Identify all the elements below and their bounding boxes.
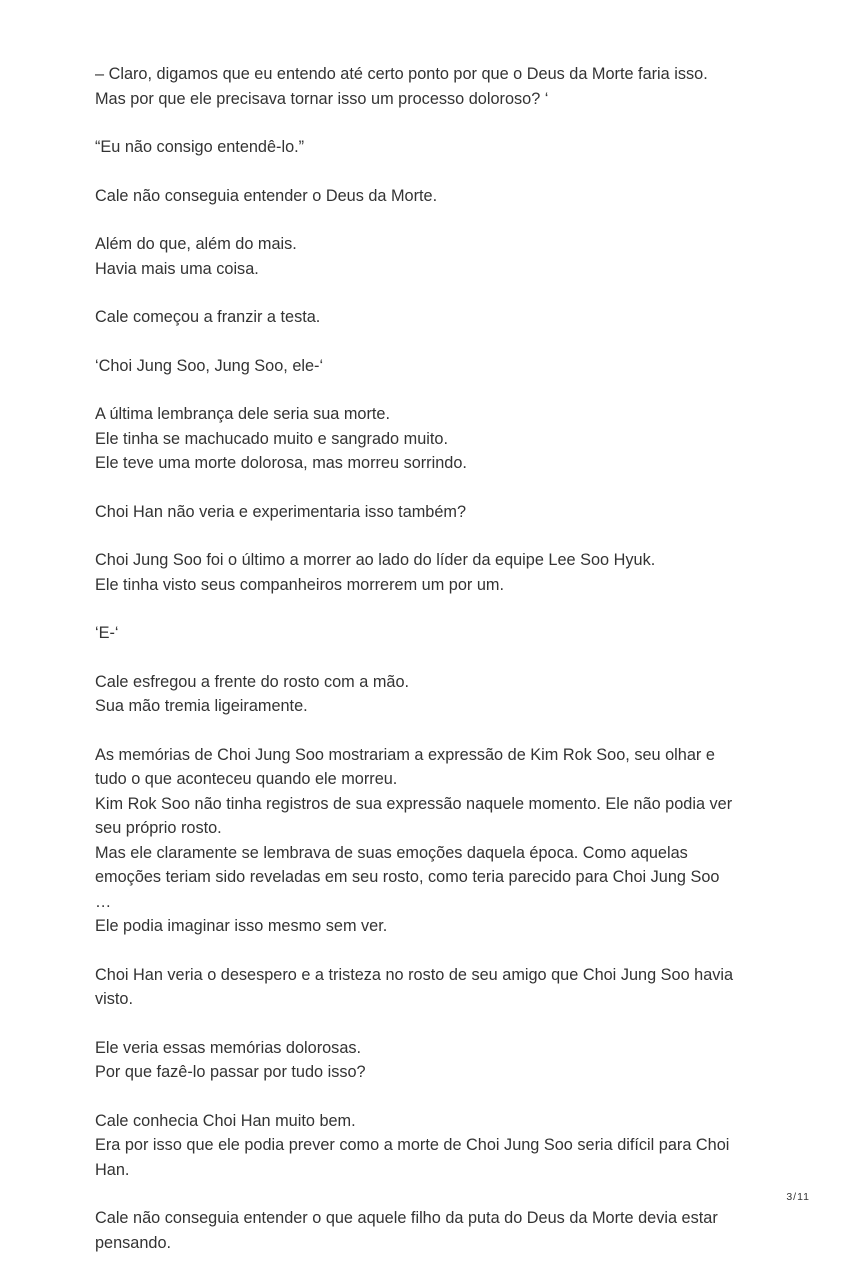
text-line: As memórias de Choi Jung Soo mostrariam a expressão de Kim Rok Soo, seu olhar e <box>95 745 715 764</box>
text-line: Ele podia imaginar isso mesmo sem ver. <box>95 917 388 935</box>
text-line: seu próprio rosto. <box>95 819 222 837</box>
paragraph <box>95 354 787 379</box>
paragraph <box>95 135 787 160</box>
text-line: – Claro, digamos que eu entendo até certo ponto por que o Deus da Morte faria isso. <box>95 65 708 83</box>
text-line: Cale conhecia Choi Han muito bem. <box>95 1111 356 1130</box>
text-line: Choi Jung Soo foi o último a morrer ao lado do líder da equipe Lee Soo Hyuk. <box>95 551 656 569</box>
text-line: visto. <box>95 990 134 1008</box>
text-line: Havia mais uma coisa. <box>95 259 259 278</box>
paragraph <box>95 963 787 1012</box>
text-line: pensando. <box>95 1233 172 1252</box>
text-line: Além do que, além do mais. <box>95 235 297 253</box>
text-line: Por que fazê-lo passar por tudo isso? <box>95 1063 366 1081</box>
text-line: Choi Han não veria e experimentaria isso também? <box>95 502 467 521</box>
text-line: Ele tinha visto seus companheiros morrerem um por um. <box>95 575 505 594</box>
paragraph <box>95 305 787 330</box>
paragraph <box>95 1036 787 1085</box>
text-line: ‘Choi Jung Soo, Jung Soo, ele-‘ <box>95 356 324 375</box>
text-line: Mas ele claramente se lembrava de suas emoções daquela época. Como aquelas <box>95 843 688 862</box>
paragraph <box>95 670 787 719</box>
paragraph <box>95 500 787 525</box>
paragraph <box>95 62 787 111</box>
text-line: Kim Rok Soo não tinha registros de sua expressão naquele momento. Ele não podia ver <box>95 794 733 813</box>
paragraph <box>95 548 787 597</box>
paragraph <box>95 621 787 646</box>
paragraph <box>95 743 787 939</box>
paragraph <box>95 232 787 281</box>
text-line: tudo o que aconteceu quando ele morreu. <box>95 770 398 788</box>
text-line: “Eu não consigo entendê-lo.” <box>95 138 305 156</box>
text-line: Cale não conseguia entender o Deus da Morte. <box>95 186 438 205</box>
text-line: Cale esfregou a frente do rosto com a mão. <box>95 672 410 691</box>
text-line: … <box>95 892 112 911</box>
page-number: 3/11 <box>786 1191 810 1203</box>
text-line: A última lembrança dele seria sua morte. <box>95 405 391 423</box>
text-line: Cale não conseguia entender o que aquele filho da puta do Deus da Morte devia estar <box>95 1209 718 1227</box>
paragraph <box>95 402 787 476</box>
text-line: Ele veria essas memórias dolorosas. <box>95 1038 362 1057</box>
text-line: Ele teve uma morte dolorosa, mas morreu sorrindo. <box>95 454 467 472</box>
text-line: Ele tinha se machucado muito e sangrado muito. <box>95 429 448 448</box>
text-line: ‘E-‘ <box>95 624 119 642</box>
paragraph <box>95 1206 787 1255</box>
text-line: Era por isso que ele podia prever como a morte de Choi Jung Soo seria difícil para Choi <box>95 1136 730 1154</box>
document-page <box>95 62 787 1279</box>
text-line: Mas por que ele precisava tornar isso um processo doloroso? ‘ <box>95 89 549 108</box>
text-line: Cale começou a franzir a testa. <box>95 308 321 326</box>
paragraph <box>95 184 787 209</box>
paragraph <box>95 1109 787 1183</box>
text-line: emoções teriam sido reveladas em seu rosto, como teria parecido para Choi Jung Soo <box>95 868 720 886</box>
text-line: Sua mão tremia ligeiramente. <box>95 697 308 715</box>
text-line: Han. <box>95 1160 130 1179</box>
text-line: Choi Han veria o desespero e a tristeza no rosto de seu amigo que Choi Jung Soo havia <box>95 965 734 984</box>
